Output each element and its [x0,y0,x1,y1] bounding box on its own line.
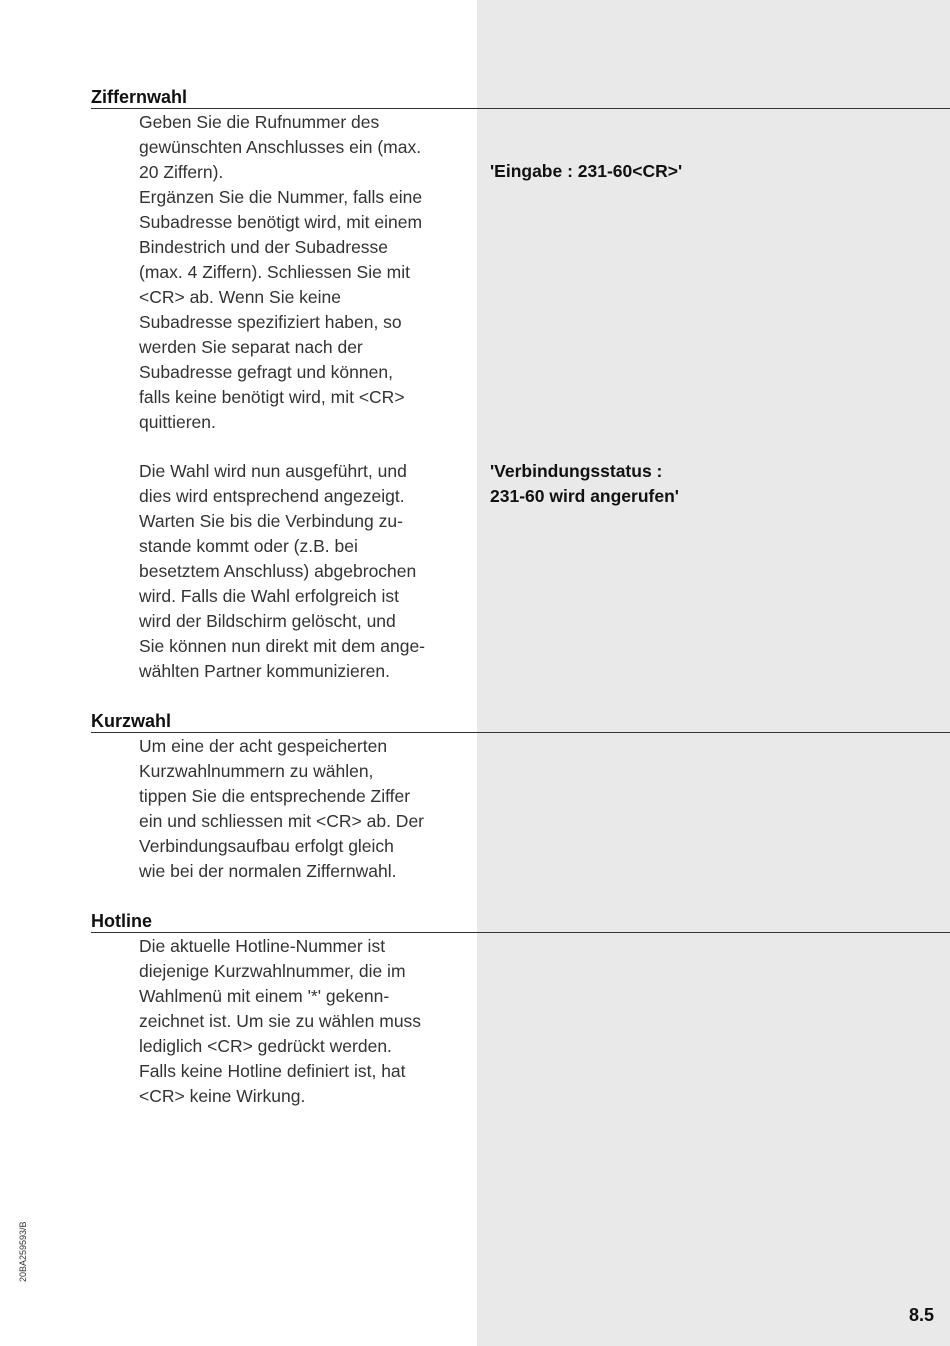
hotline-paragraph [139,934,459,1109]
text-line: lediglich <CR> gedrückt werden. [139,1036,392,1056]
document-id: 20BA259593/B [18,1221,28,1282]
text-line: ein und schliessen mit <CR> ab. Der [139,811,424,831]
text-line: Die Wahl wird nun ausgeführt, und [139,461,407,481]
text-line: Wahlmenü mit einem '*' gekenn- [139,986,390,1006]
section-heading-ziffernwahl: Ziffernwahl [91,87,188,107]
page-number: 8.5 [908,1305,934,1325]
screen-output-line: 231-60 wird angerufen' [490,486,679,506]
text-line: <CR> ab. Wenn Sie keine [139,287,342,307]
text-line: Um eine der acht gespeicherten [139,736,388,756]
text-line: Kurzwahlnummern zu wählen, [139,761,374,781]
text-line: quittieren. [139,412,216,432]
text-line: werden Sie separat nach der [139,337,363,357]
screen-output-verbindungsstatus [490,459,679,509]
screen-output-eingabe [490,159,682,184]
text-line: dies wird entsprechend angezeigt. [139,486,405,506]
section-rule [91,932,950,933]
text-line: Falls keine Hotline definiert ist, hat [139,1061,406,1081]
screen-output-line: 'Eingabe : 231-60<CR>' [490,161,683,181]
screen-output-line: 'Verbindungsstatus : [490,461,663,481]
text-line: falls keine benötigt wird, mit <CR> [139,387,405,407]
text-line: Sie können nun direkt mit dem ange- [139,636,425,656]
text-line: Die aktuelle Hotline-Nummer ist [139,936,386,956]
text-line: stande kommt oder (z.B. bei [139,536,358,556]
text-line: diejenige Kurzwahlnummer, die im [139,961,406,981]
section-heading-kurzwahl: Kurzwahl [91,711,172,731]
text-line: wird. Falls die Wahl erfolgreich ist [139,586,399,606]
text-line: Subadresse spezifiziert haben, so [139,312,402,332]
text-line: wird der Bildschirm gelöscht, und [139,611,396,631]
text-line: Geben Sie die Rufnummer des [139,112,380,132]
kurzwahl-paragraph [139,734,459,884]
text-line: Warten Sie bis die Verbindung zu- [139,511,403,531]
text-line: Bindestrich und der Subadresse [139,237,389,257]
text-line: Verbindungsaufbau erfolgt gleich [139,836,394,856]
text-line: Subadresse gefragt und können, [139,362,393,382]
section-heading-hotline: Hotline [91,911,152,931]
text-line: gewünschten Anschlusses ein (max. [139,137,422,157]
ziffernwahl-paragraph-1 [139,110,459,435]
text-line: zeichnet ist. Um sie zu wählen muss [139,1011,422,1031]
text-line: wählten Partner kommunizieren. [139,661,390,681]
ziffernwahl-paragraph-2 [139,459,459,684]
text-line: wie bei der normalen Ziffernwahl. [139,861,397,881]
text-line: <CR> keine Wirkung. [139,1086,306,1106]
section-rule [91,108,950,109]
side-panel [477,0,950,1346]
text-line: Ergänzen Sie die Nummer, falls eine [139,187,423,207]
section-rule [91,732,950,733]
text-line: 20 Ziffern). [139,162,224,182]
text-line: besetztem Anschluss) abgebrochen [139,561,417,581]
text-line: Subadresse benötigt wird, mit einem [139,212,423,232]
text-line: (max. 4 Ziffern). Schliessen Sie mit [139,262,411,282]
text-line: tippen Sie die entsprechende Ziffer [139,786,411,806]
